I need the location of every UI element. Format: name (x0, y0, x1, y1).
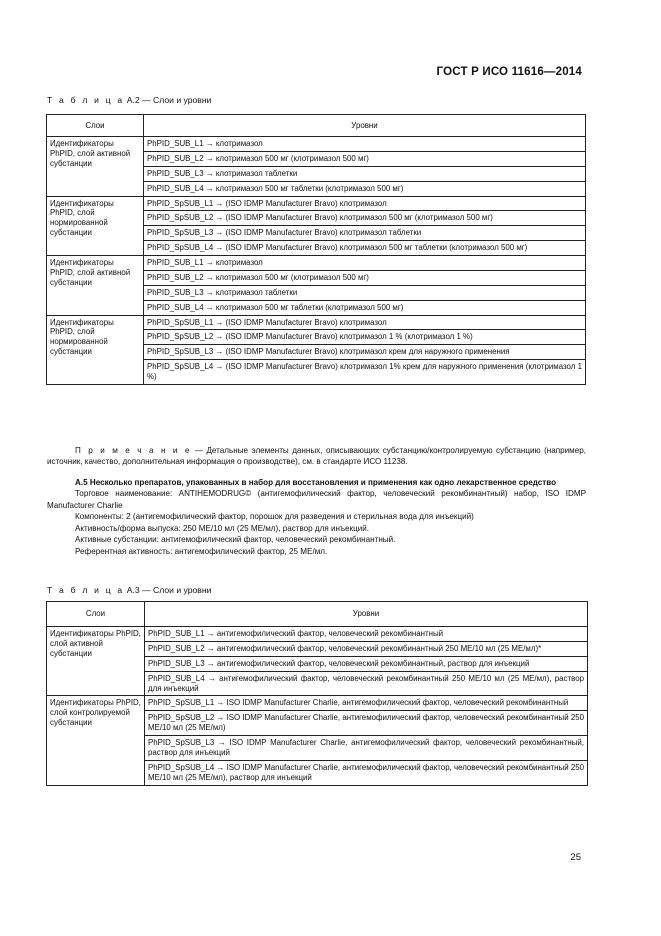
section-a5 (47, 477, 586, 557)
level-cell: PhPID_SpSUB_L4 → (ISO IDMP Manufacturer Bravo) клотримазол 1% крем для наружного применения (клотримазол 1 %) (144, 360, 586, 385)
section-a5-line: Активные субстанции: антигемофилический фактор, человеческий рекомбинантный. (75, 535, 396, 545)
table-row (47, 196, 586, 211)
note-text: — Детальные элементы данных, описывающих субстанцию/контролируемую субстанцию (например, источник, качество, дополнительная информация о производстве), см. в стандарте ИСО 11238. (47, 446, 586, 467)
level-cell: PhPID_SUB_L1 → клотримазол (144, 256, 586, 271)
level-cell: PhPID_SpSUB_L1 → (ISO IDMP Manufacturer Bravo) клотримазол (144, 315, 586, 330)
level-cell: PhPID_SpSUB_L2 → (ISO IDMP Manufacturer Bravo) клотримазол 1 % (клотримазол 1 %) (144, 330, 586, 345)
table-a3-caption (47, 585, 211, 595)
table-a2-caption-prefix: Т а б л и ц а (47, 95, 125, 105)
layer-cell: Идентификаторы PhPID, слой нормированной субстанции (47, 315, 144, 384)
col-header-layers: Слои (47, 115, 144, 137)
table-row (47, 315, 586, 330)
table-a3-caption-title: А.3 — Слои и уровни (124, 585, 212, 595)
level-cell: PhPID_SUB_L3 → клотримазол таблетки (144, 285, 586, 300)
layer-cell: Идентификаторы PhPID, слой активной субстанции (47, 256, 144, 316)
level-cell: PhPID_SUB_L4 → клотримазол 500 мг таблетки (клотримазол 500 мг) (144, 300, 586, 315)
level-cell: PhPID_SUB_L2 → клотримазол 500 мг (клотримазол 500 мг) (144, 151, 586, 166)
col-header-levels: Уровни (144, 115, 586, 137)
document-header: ГОСТ Р ИСО 11616—2014 (436, 66, 582, 78)
section-a5-line: Торговое наименование: ANTIHEMODRUG© (антигемофилический фактор, человеческий рекомбинантный) набор, ISO IDMP Manufacturer Charlie (47, 489, 586, 510)
level-cell: PhPID_SpSUB_L2 → ISO IDMP Manufacturer Charlie, антигемофилический фактор, человеческий рекомбинантный 250 МЕ/10 мл (25 МЕ/мл) (145, 711, 588, 736)
table-a3-body (47, 627, 588, 786)
level-cell: PhPID_SUB_L3 → антигемофилический фактор, человеческий рекомбинантный, раствор для инъекций (145, 656, 588, 671)
level-cell: PhPID_SpSUB_L4 → (ISO IDMP Manufacturer Bravo) клотримазол 500 мг таблетки (клотримазол 500 мг) (144, 241, 586, 256)
section-a5-line: Компоненты: 2 (антигемофилический фактор, порошок для разведения и стерильная вода для инъекций) (75, 512, 474, 522)
table-a3 (46, 601, 588, 786)
table-a2-body (47, 137, 586, 385)
section-a5-heading: А.5 Несколько препаратов, упакованных в набор для восстановления и применения как одно лекарственное средство (75, 478, 557, 487)
layer-cell: Идентификаторы PhPID, слой активной субстанции (47, 137, 144, 197)
level-cell: PhPID_SpSUB_L3 → (ISO IDMP Manufacturer Bravo) клотримазол крем для наружного применения (144, 345, 586, 360)
level-cell: PhPID_SpSUB_L1 → (ISO IDMP Manufacturer Bravo) клотримазол (144, 196, 586, 211)
level-cell: PhPID_SUB_L2 → антигемофилический фактор, человеческий рекомбинантный 250 МЕ/10 мл (25 МЕ/мл)* (145, 641, 588, 656)
level-cell: PhPID_SUB_L1 → антигемофилический фактор, человеческий рекомбинантный (145, 627, 588, 642)
level-cell: PhPID_SpSUB_L3 → (ISO IDMP Manufacturer Bravo) клотримазол таблетки (144, 226, 586, 241)
section-a5-line: Активность/форма выпуска: 250 МЕ/10 мл (25 МЕ/мл), раствор для инъекций. (75, 523, 370, 533)
level-cell: PhPID_SUB_L1 → клотримазол (144, 137, 586, 152)
level-cell: PhPID_SUB_L4 → клотримазол 500 мг таблетки (клотримазол 500 мг) (144, 181, 586, 196)
table-a3-caption-prefix: Т а б л и ц а (47, 585, 125, 595)
table-a2-caption (47, 95, 211, 105)
note-paragraph (47, 445, 586, 468)
table-row (47, 627, 588, 642)
section-a5-line: Референтная активность: антигемофилический фактор, 25 МЕ/мл. (75, 546, 328, 556)
table-a2 (46, 114, 586, 385)
level-cell: PhPID_SpSUB_L2 → (ISO IDMP Manufacturer Bravo) клотримазол 500 мг (клотримазол 500 мг) (144, 211, 586, 226)
level-cell: PhPID_SpSUB_L1 → ISO IDMP Manufacturer Charlie, антигемофилический фактор, человеческий рекомбинантный (145, 696, 588, 711)
layer-cell: Идентификаторы PhPID, слой нормированной субстанции (47, 196, 144, 256)
table-header-row (47, 115, 586, 137)
table-row (47, 696, 588, 711)
layer-cell: Идентификаторы PhPID, слой активной субстанции (47, 627, 145, 696)
col-header-levels: Уровни (145, 602, 588, 627)
col-header-layers: Слои (47, 602, 145, 627)
level-cell: PhPID_SUB_L2 → клотримазол 500 мг (клотримазол 500 мг) (144, 270, 586, 285)
table-row (47, 256, 586, 271)
table-row (47, 137, 586, 152)
table-header-row (47, 602, 588, 627)
note-prefix: П р и м е ч а н и е (75, 446, 192, 455)
level-cell: PhPID_SpSUB_L3 → ISO IDMP Manufacturer Charlie, антигемофилический фактор, человеческий рекомбинантный, раствор для инъекций (145, 736, 588, 761)
layer-cell: Идентификаторы PhPID, слой контролируемой субстанции (47, 696, 145, 785)
level-cell: PhPID_SpSUB_L4 → ISO IDMP Manufacturer Charlie, антигемофилический фактор, человеческий рекомбинантный 250 МЕ/10 мл (25 МЕ/мл), раствор для инъекций (145, 760, 588, 785)
page-number: 25 (570, 852, 581, 863)
level-cell: PhPID_SUB_L4 → антигемофилический фактор, человеческий рекомбинантный 250 МЕ/10 мл (25 МЕ/мл), раствор для инъекций (145, 671, 588, 696)
level-cell: PhPID_SUB_L3 → клотримазол таблетки (144, 166, 586, 181)
table-a2-caption-title: А.2 — Слои и уровни (124, 95, 212, 105)
